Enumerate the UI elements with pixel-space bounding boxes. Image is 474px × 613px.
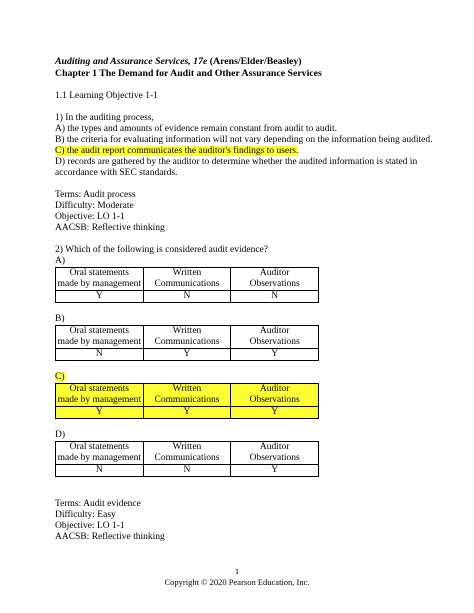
q2-option-b-table bbox=[55, 325, 319, 361]
table-cell: Y bbox=[56, 407, 144, 419]
table-cell: Y bbox=[231, 407, 319, 419]
q2-option-b-label: B) bbox=[55, 314, 65, 324]
column-header-oral: Oral statements made by management bbox=[56, 268, 144, 291]
table-cell: Y bbox=[56, 291, 144, 303]
copyright-notice: Copyright © 2020 Pearson Education, Inc. bbox=[164, 577, 310, 587]
q1-option-a: A) the types and amounts of evidence remain constant from audit to audit. bbox=[55, 124, 338, 134]
document-page bbox=[55, 56, 435, 543]
q2-difficulty: Difficulty: Easy bbox=[55, 510, 116, 520]
q2-aacsb: AACSB: Reflective thinking bbox=[55, 532, 165, 542]
q2-objective: Objective: LO 1-1 bbox=[55, 521, 125, 531]
column-header-observations: Auditor Observations bbox=[231, 384, 319, 407]
book-header bbox=[55, 56, 435, 68]
q1-objective: Objective: LO 1-1 bbox=[55, 212, 125, 222]
column-header-written: Written Communications bbox=[143, 384, 231, 407]
page-number: 1 bbox=[234, 566, 240, 576]
q1-difficulty: Difficulty: Moderate bbox=[55, 201, 134, 211]
section-heading: 1.1 Learning Objective 1-1 bbox=[55, 91, 158, 101]
table-cell: Y bbox=[231, 465, 319, 477]
column-header-oral: Oral statements made by management bbox=[56, 384, 144, 407]
q2-option-c-table bbox=[55, 383, 319, 419]
q2-option-d-label: D) bbox=[55, 430, 66, 440]
column-header-written: Written Communications bbox=[143, 442, 231, 465]
column-header-written: Written Communications bbox=[143, 268, 231, 291]
table-cell: N bbox=[56, 349, 144, 361]
table-cell: N bbox=[56, 465, 144, 477]
book-title: Auditing and Assurance Services, 17e bbox=[55, 56, 208, 67]
q2-option-a-table bbox=[55, 267, 319, 303]
q1-stem: 1) In the auditing process, bbox=[55, 113, 154, 123]
q2-option-c-label: C) bbox=[55, 372, 65, 382]
table-cell: N bbox=[143, 465, 231, 477]
q1-option-d: D) records are gathered by the auditor to determine whether the audited information is stated in accordance with SEC standards. bbox=[55, 157, 418, 178]
table-cell: N bbox=[231, 291, 319, 303]
column-header-oral: Oral statements made by management bbox=[56, 442, 144, 465]
q1-option-b: B) the criteria for evaluating information will not vary depending on the information being audited. bbox=[55, 135, 433, 145]
q2-option-a-label: A) bbox=[55, 256, 66, 266]
column-header-oral: Oral statements made by management bbox=[56, 326, 144, 349]
q2-stem: 2) Which of the following is considered audit evidence? bbox=[55, 245, 268, 255]
column-header-observations: Auditor Observations bbox=[231, 442, 319, 465]
table-cell: Y bbox=[143, 349, 231, 361]
column-header-observations: Auditor Observations bbox=[231, 268, 319, 291]
book-authors: (Arens/Elder/Beasley) bbox=[209, 56, 302, 67]
table-cell: Y bbox=[143, 407, 231, 419]
column-header-observations: Auditor Observations bbox=[231, 326, 319, 349]
q2-terms: Terms: Audit evidence bbox=[55, 499, 141, 509]
q1-terms: Terms: Audit process bbox=[55, 190, 136, 200]
q1-aacsb: AACSB: Reflective thinking bbox=[55, 223, 165, 233]
column-header-written: Written Communications bbox=[143, 326, 231, 349]
q2-option-d-table bbox=[55, 441, 319, 477]
table-cell: N bbox=[143, 291, 231, 303]
q1-option-c: C) the audit report communicates the auditor's findings to users. bbox=[55, 146, 299, 156]
chapter-title: Chapter 1 The Demand for Audit and Other Assurance Services bbox=[55, 68, 322, 79]
table-cell: Y bbox=[231, 349, 319, 361]
